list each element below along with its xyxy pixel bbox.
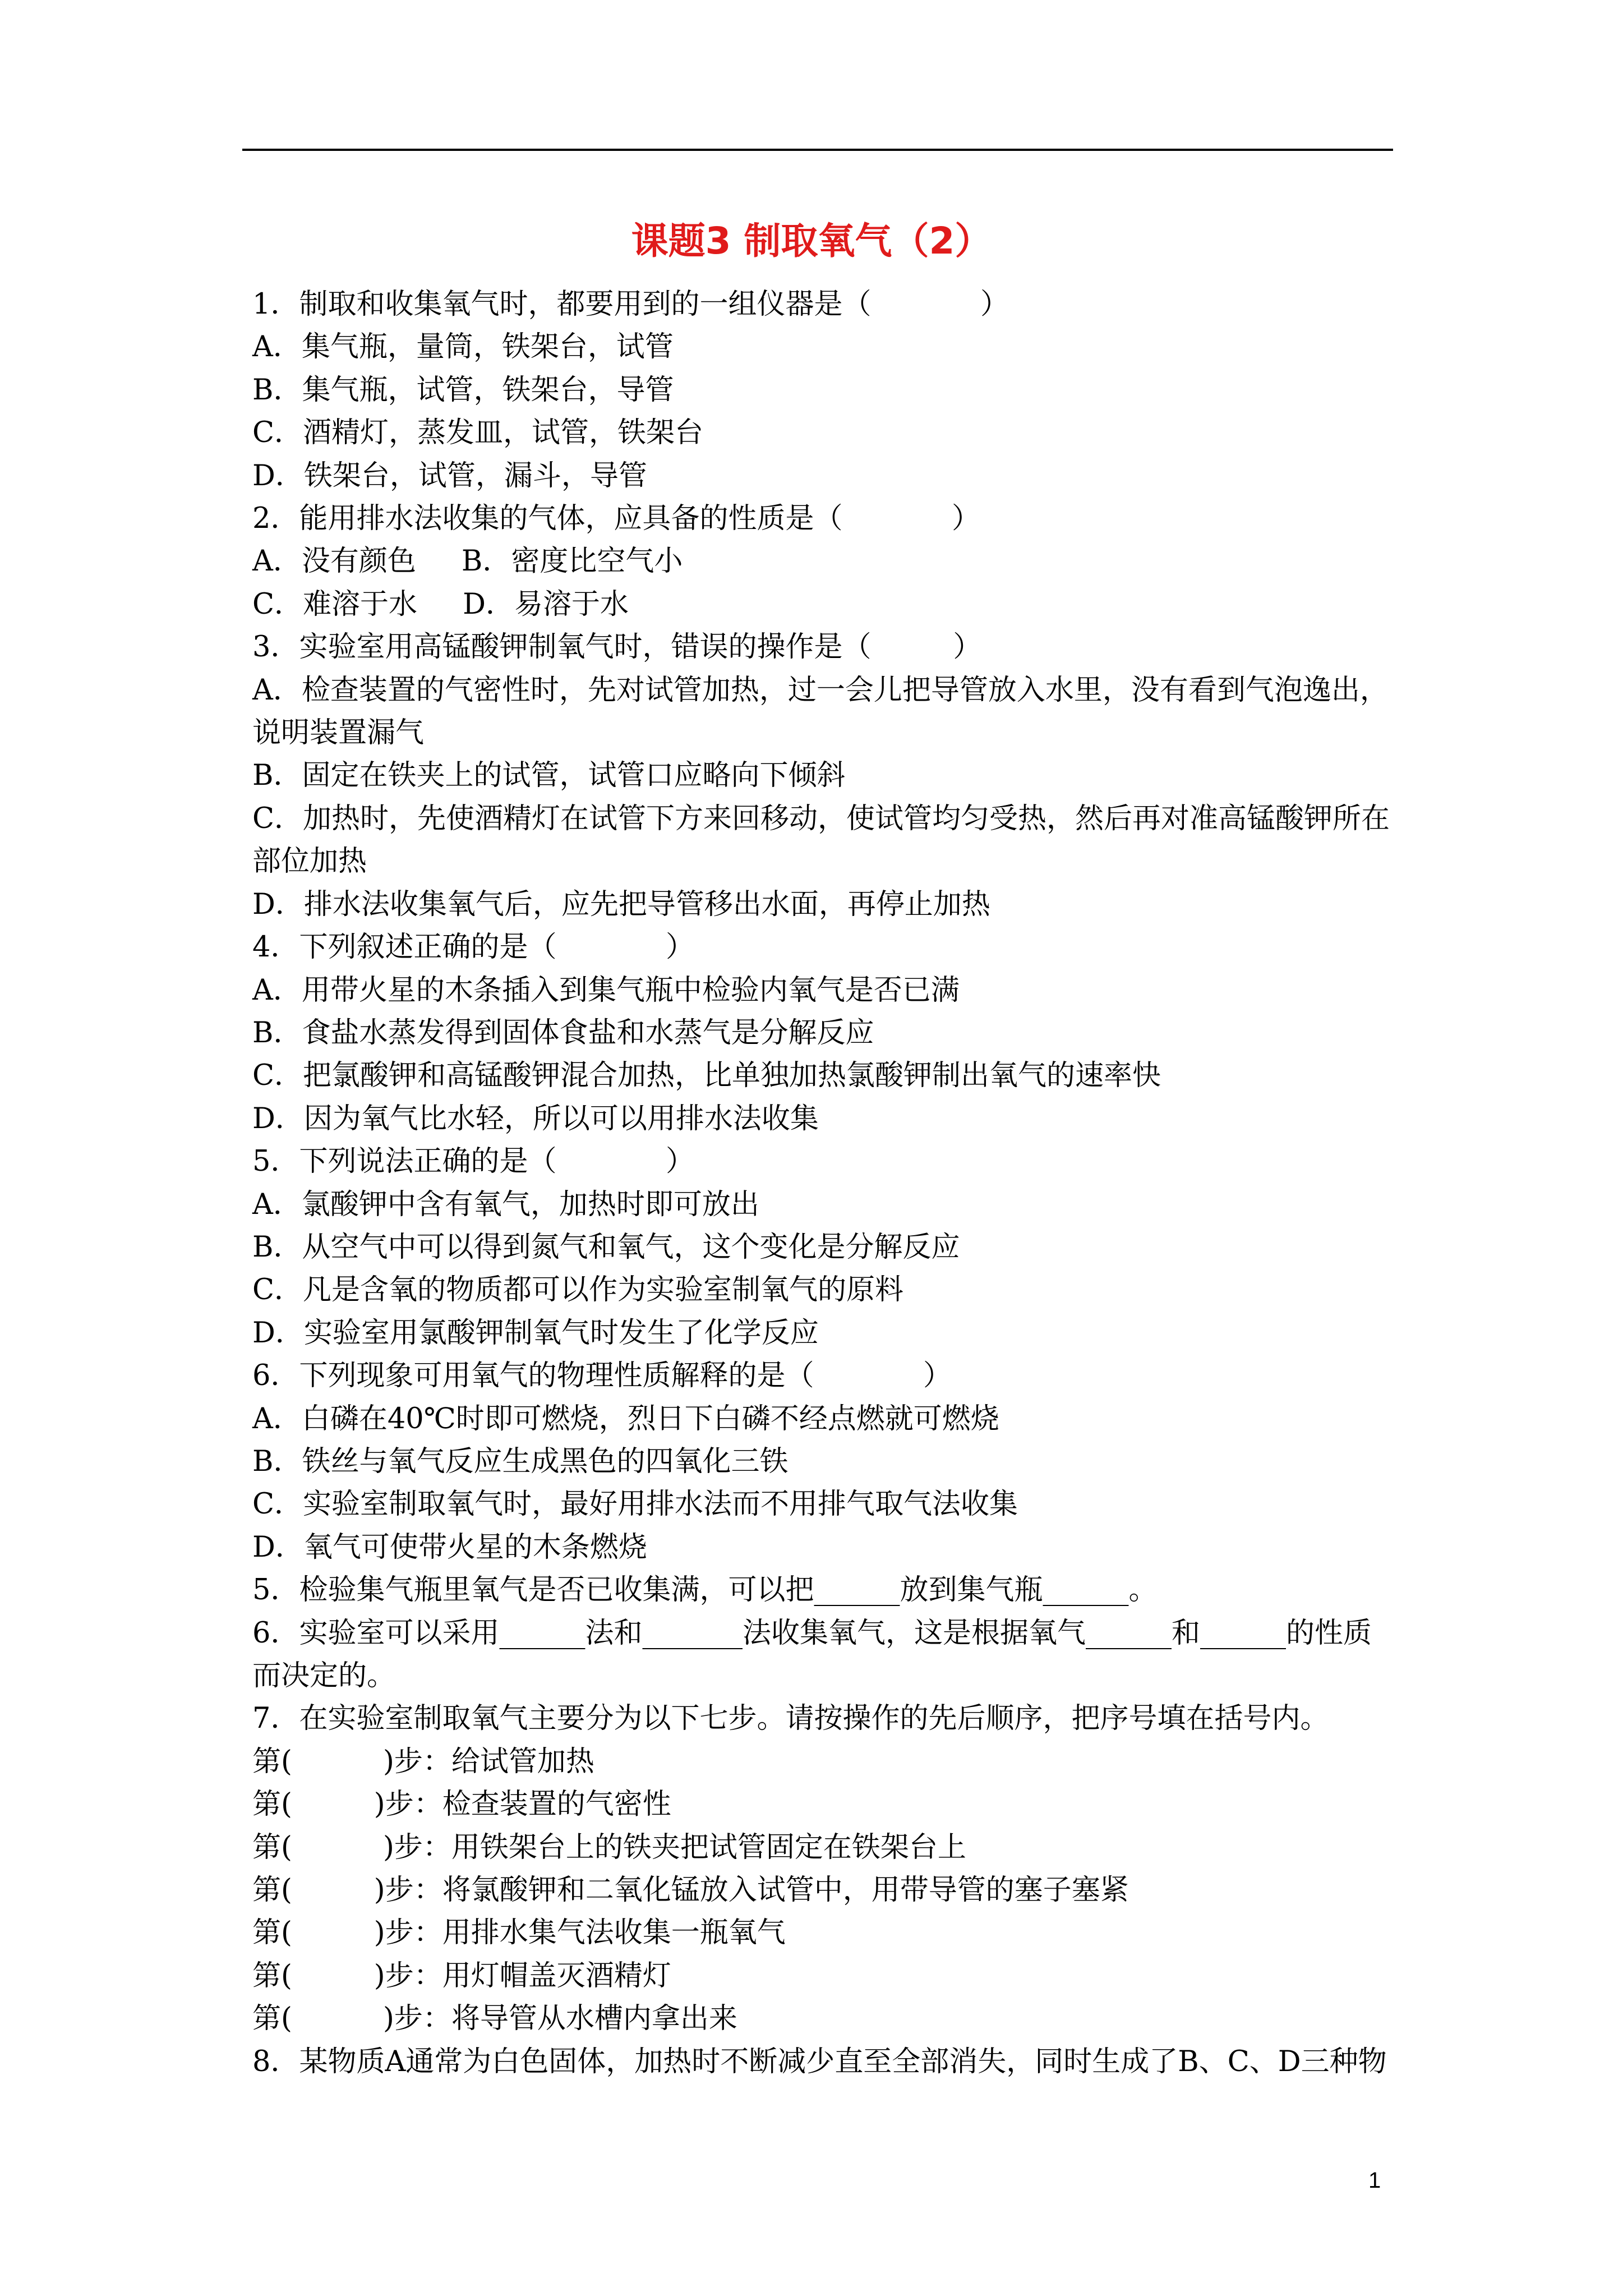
q7-step: 第( )步：用灯帽盖灭酒精灯	[252, 1959, 671, 1993]
q5-option-c: C．凡是含氧的物质都可以作为实验室制氧气的原料	[252, 1273, 904, 1307]
q5-option-a: A．氯酸钾中含有氧气，加热时即可放出	[252, 1188, 759, 1221]
q1-stem: 1．制取和收集氧气时，都要用到的一组仪器是（ ）	[252, 288, 1009, 321]
q5-option-d: D．实验室用氯酸钾制氧气时发生了化学反应	[252, 1316, 819, 1350]
q7-step: 第( )步：给试管加热	[252, 1745, 594, 1778]
fill-q6: 6．实验室可以采用______法和_______法收集氧气，这是根据氧气______和______的性质而决定的。	[252, 1616, 1372, 1692]
q4-stem: 4．下列叙述正确的是（ ）	[252, 931, 694, 964]
q3-stem: 3．实验室用高锰酸钾制氧气时，错误的操作是（ ）	[252, 631, 982, 664]
q6-stem: 6．下列现象可用氧气的物理性质解释的是（ ）	[252, 1359, 952, 1393]
q4-option-a: A．用带火星的木条插入到集气瓶中检验内氧气是否已满	[252, 973, 960, 1007]
q1-option-d: D．铁架台，试管，漏斗，导管	[252, 459, 647, 493]
q6-option-b: B．铁丝与氧气反应生成黑色的四氧化三铁	[252, 1444, 789, 1478]
q4-option-d: D．因为氧气比水轻，所以可以用排水法收集	[252, 1102, 819, 1135]
q5-stem: 5．下列说法正确的是（ ）	[252, 1145, 694, 1179]
q3-option-a: A．检查装置的气密性时，先对试管加热，过一会儿把导管放入水里，没有看到气泡逸出，说明装置漏气	[252, 673, 1389, 750]
q2-options-cd: C．难溶于水 D．易溶于水	[252, 587, 629, 621]
q6-option-c: C．实验室制取氧气时，最好用排水法而不用排气取气法收集	[252, 1488, 1018, 1521]
q7-step: 第( )步：用排水集气法收集一瓶氧气	[252, 1916, 786, 1950]
q7-step: 第( )步：用铁架台上的铁夹把试管固定在铁架台上	[252, 1830, 966, 1864]
q2-options-ab: A．没有颜色 B．密度比空气小	[252, 545, 683, 578]
q1-option-b: B．集气瓶，试管，铁架台，导管	[252, 373, 674, 407]
q1-option-c: C．酒精灯，蒸发皿，试管，铁架台	[252, 416, 704, 450]
header-rule	[242, 149, 1393, 151]
q4-option-c: C．把氯酸钾和高锰酸钾混合加热，比单独加热氯酸钾制出氧气的速率快	[252, 1059, 1161, 1093]
q7-step: 第( )步：检查装置的气密性	[252, 1788, 671, 1821]
q4-option-b: B．食盐水蒸发得到固体食盐和水蒸气是分解反应	[252, 1016, 874, 1050]
q1-option-a: A．集气瓶，量筒，铁架台，试管	[252, 330, 674, 364]
q5-option-b: B．从空气中可以得到氮气和氧气，这个变化是分解反应	[252, 1230, 960, 1264]
fill-q5: 5．检验集气瓶里氧气是否已收集满，可以把______放到集气瓶______。	[252, 1573, 1158, 1607]
q6-option-a: A．白磷在40℃时即可燃烧，烈日下白磷不经点燃就可燃烧	[252, 1402, 999, 1435]
page-number: 1	[1368, 2168, 1381, 2193]
q7-step: 第( )步：将导管从水槽内拿出来	[252, 2002, 737, 2036]
page-title: 课题3 制取氧气（2）	[631, 219, 992, 263]
q8-stem: 8．某物质A通常为白色固体，加热时不断减少直至全部消失，同时生成了B、C、D三种物	[252, 2045, 1387, 2078]
q2-stem: 2．能用排水法收集的气体，应具备的性质是（ ）	[252, 502, 980, 536]
q3-option-b: B．固定在铁夹上的试管，试管口应略向下倾斜	[252, 759, 846, 793]
q3-option-d: D．排水法收集氧气后，应先把导管移出水面，再停止加热	[252, 887, 990, 921]
q7-step: 第( )步：将氯酸钾和二氧化锰放入试管中，用带导管的塞子塞紧	[252, 1874, 1129, 1907]
q6-option-d: D．氧气可使带火星的木条燃烧	[252, 1530, 647, 1564]
q7-stem: 7．在实验室制取氧气主要分为以下七步。请按操作的先后顺序，把序号填在括号内。	[252, 1702, 1329, 1736]
q3-option-c: C．加热时，先使酒精灯在试管下方来回移动，使试管均匀受热，然后再对准高锰酸钾所在部位加热	[252, 802, 1390, 878]
question-body	[252, 283, 1391, 2083]
